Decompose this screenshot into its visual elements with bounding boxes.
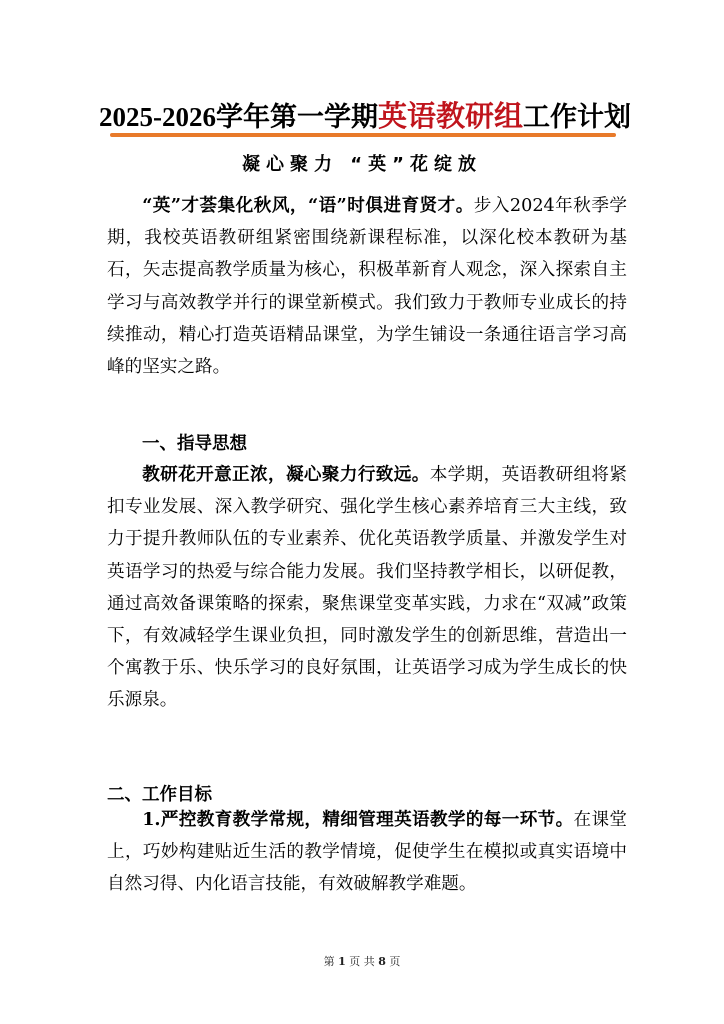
work-goal-item-1-rest: 在课堂上，巧妙构建贴近生活的教学情境，促使学生在模拟或真实语境中自然习得、内化语言技能，有效破解教学难题。: [107, 810, 627, 895]
guiding-thought-rest: 本学期，英语教研组将紧扣专业发展、深入教学研究、强化学生核心素养培育三大主线，致力于提升教师队伍的专业素养、优化英语教学质量、并激发学生对英语学习的热爱与综合能力发展。我们坚持教学相长，以研促教，通过高效备课策略的探索，聚焦课堂变革实践，力求在“双减”政策下，有效减轻学生课业负担，同时激发学生的创新思维，营造出一个寓教于乐、快乐学习的良好氛围，让英语学习成为学生成长的快乐源泉。: [107, 465, 627, 711]
intro-paragraph: [107, 190, 627, 383]
title-prefix: 2025-2026学年第一学期: [98, 102, 378, 132]
work-goal-item-1-lead: 1.严控教育教学常规，精细管理英语教学的每一环节。: [142, 809, 574, 830]
title-suffix: 工作计划: [523, 102, 631, 132]
guiding-thought-paragraph: [107, 459, 627, 717]
current-page-number: 1: [338, 955, 346, 968]
page-title: [95, 94, 635, 135]
page-footer: 第 1 页 共 8 页: [323, 955, 401, 968]
title-highlight: 英语教研组: [377, 101, 523, 133]
section-heading-work-goals: 二、工作目标: [107, 785, 212, 805]
guiding-thought-lead: 教研花开意正浓，凝心聚力行致远。: [142, 464, 430, 485]
section-heading-guiding-thought: 一、指导思想: [142, 434, 247, 454]
work-goal-item-1: [107, 804, 627, 901]
intro-rest: 步入2024年秋季学期，我校英语教研组紧密围绕新课程标准，以深化校本教研为基石，矢志提高教学质量为核心，积极革新育人观念，深入探索自主学习与高效教学并行的课堂新模式。我们致力于教师专业成长的持续推动，精心打造英语精品课堂，为学生铺设一条通往语言学习高峰的坚实之路。: [107, 196, 628, 378]
intro-lead: “英”才荟集化秋风，“语”时俱进育贤才。: [142, 195, 474, 216]
total-page-count: 8: [378, 955, 386, 968]
title-underline: [110, 133, 616, 137]
subtitle: 凝心聚力 “英”花绽放: [242, 154, 482, 175]
